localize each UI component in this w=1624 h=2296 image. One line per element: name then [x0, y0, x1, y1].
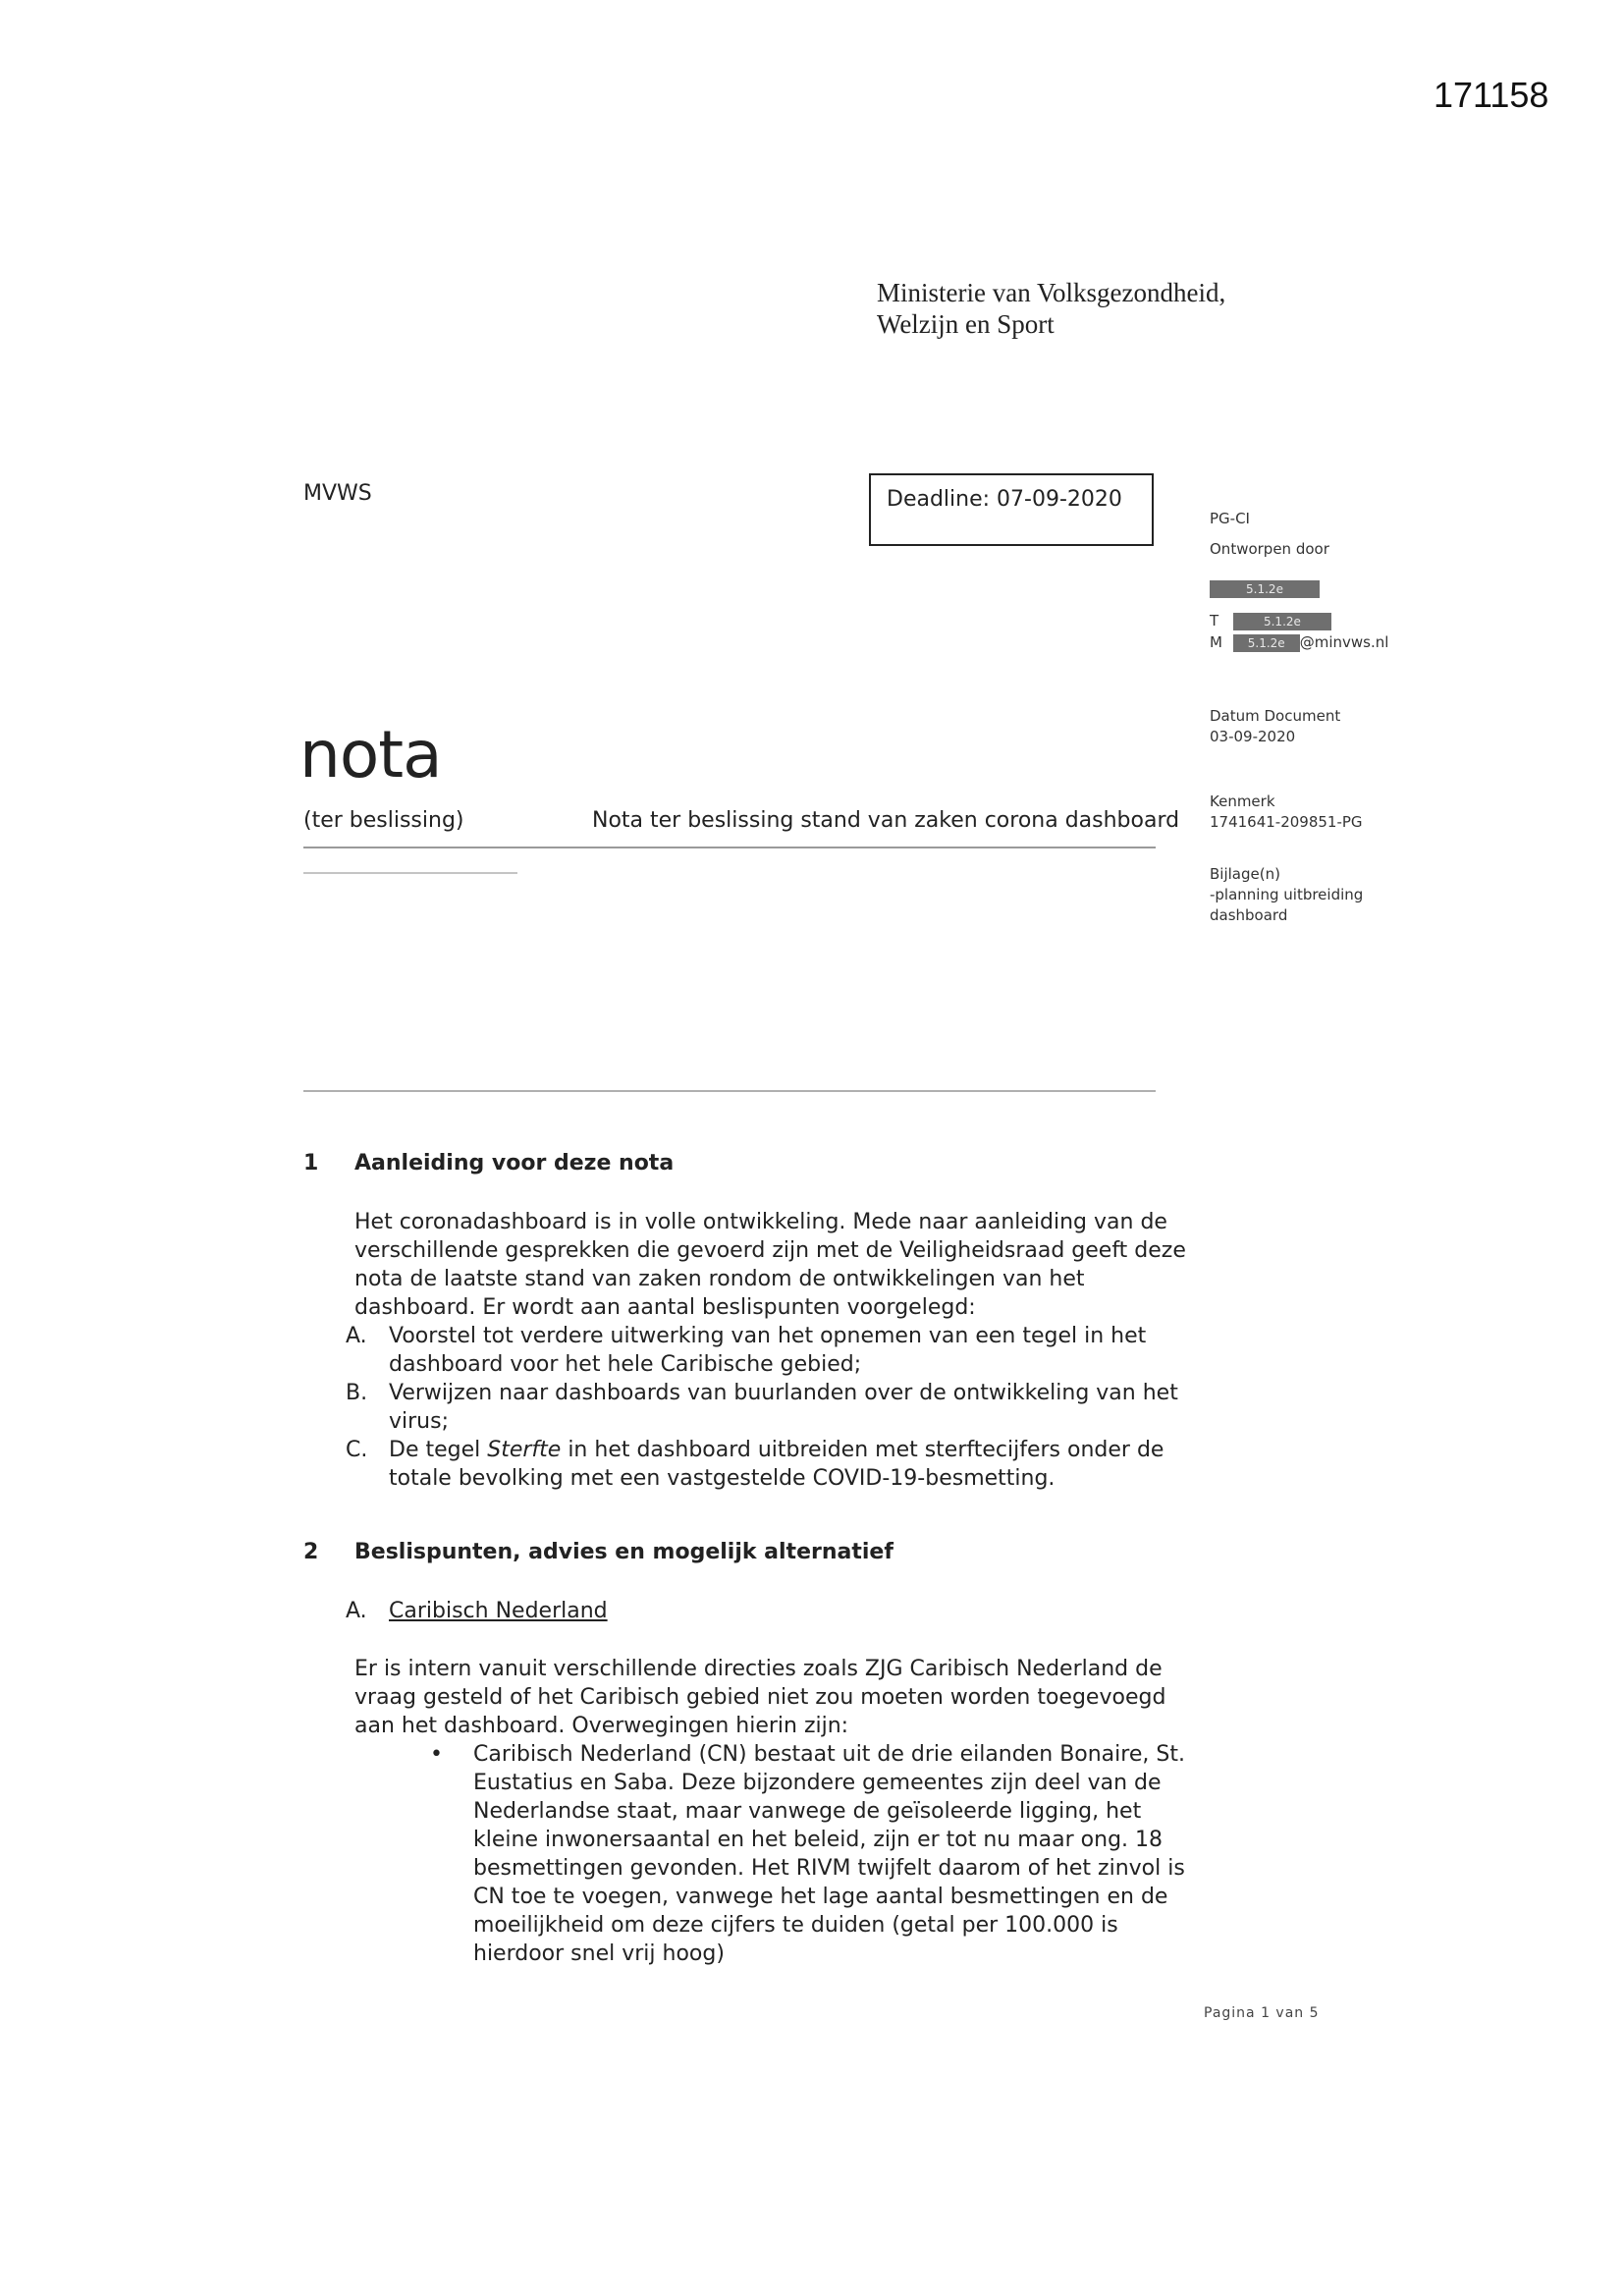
- redaction-block: 5.1.2e: [1210, 580, 1320, 598]
- list-letter: B.: [346, 1381, 368, 1405]
- attachments-line-1: -planning uitbreiding: [1210, 886, 1364, 903]
- list-line: Voorstel tot verdere uitwerking van het opnemen van een tegel in het: [389, 1324, 1147, 1348]
- document-subject: Nota ter beslissing stand van zaken corona dashboard: [592, 808, 1180, 833]
- attachments-label: Bijlage(n): [1210, 865, 1280, 883]
- list-item-b: [346, 1379, 1178, 1436]
- section-1-paragraph: [354, 1208, 1186, 1322]
- bullet-line: kleine inwonersaantal en het beleid, zijn er tot nu maar ong. 18: [473, 1828, 1164, 1852]
- designed-by-label: Ontworpen door: [1210, 540, 1329, 558]
- ministry-line-2: Welzijn en Sport: [877, 309, 1055, 339]
- ministry-header: [877, 277, 1225, 340]
- list-line: totale bevolking met een vastgestelde COVID-19-besmetting.: [389, 1466, 1056, 1491]
- bullet-line: Caribisch Nederland (CN) bestaat uit de drie eilanden Bonaire, St.: [473, 1742, 1185, 1767]
- short-divider: [303, 872, 517, 874]
- list-line: dashboard voor het hele Caribische gebied;: [389, 1352, 862, 1377]
- department: PG-CI: [1210, 510, 1250, 527]
- section-1-title: Aanleiding voor deze nota: [354, 1151, 675, 1175]
- phone-line: [1210, 612, 1331, 630]
- section-2-number: 2: [303, 1540, 319, 1564]
- subject-underline: [303, 847, 1156, 848]
- date-label: Datum Document: [1210, 707, 1341, 725]
- list-item-c: [346, 1436, 1164, 1493]
- addressee: MVWS: [303, 481, 372, 506]
- list-letter: C.: [346, 1438, 368, 1462]
- bullet-line: hierdoor snel vrij hoog): [473, 1941, 725, 1966]
- mobile-prefix: M: [1210, 633, 1222, 651]
- paragraph-line: verschillende gesprekken die gevoerd zijn met de Veiligheidsraad geeft deze: [354, 1238, 1186, 1263]
- deadline-text: Deadline: 07-09-2020: [887, 487, 1122, 512]
- list-line: virus;: [389, 1409, 449, 1434]
- paragraph-line: vraag gesteld of het Caribisch gebied niet zou moeten worden toegevoegd: [354, 1685, 1166, 1710]
- text-run: De tegel: [389, 1438, 488, 1462]
- redaction-block: 5.1.2e: [1233, 613, 1331, 630]
- paragraph-line: nota de laatste stand van zaken rondom de ontwikkelingen van het: [354, 1267, 1085, 1291]
- bullet-line: CN toe te voegen, vanwege het lage aantal besmettingen en de: [473, 1885, 1168, 1909]
- bullet-line: Nederlandse staat, maar vanwege de geïsoleerde ligging, het: [473, 1799, 1142, 1824]
- subsection-a-title: Caribisch Nederland: [389, 1599, 608, 1623]
- list-letter: A.: [346, 1324, 367, 1348]
- bullet-line: Eustatius en Saba. Deze bijzondere gemeentes zijn deel van de: [473, 1771, 1162, 1795]
- bullet-line: moeilijkheid om deze cijfers te duiden (getal per 100.000 is: [473, 1913, 1118, 1938]
- phone-prefix: T: [1210, 612, 1219, 629]
- section-2-paragraph: [354, 1655, 1165, 1740]
- bullet-line: besmettingen gevonden. Het RIVM twijfelt daarom of het zinvol is: [473, 1856, 1185, 1881]
- list-line: [389, 1436, 1164, 1464]
- redaction-block: 5.1.2e: [1233, 634, 1300, 652]
- list-line: Verwijzen naar dashboards van buurlanden over de ontwikkeling van het: [389, 1381, 1178, 1405]
- ministry-line-1: Ministerie van Volksgezondheid,: [877, 278, 1226, 307]
- document-title: nota: [299, 717, 442, 793]
- bullet-marker: •: [430, 1742, 443, 1767]
- document-type: (ter beslissing): [303, 808, 464, 833]
- paragraph-line: Er is intern vanuit verschillende directies zoals ZJG Caribisch Nederland de: [354, 1657, 1163, 1681]
- list-item-a: [346, 1322, 1147, 1379]
- section-divider: [303, 1090, 1156, 1092]
- attachments-line-2: dashboard: [1210, 906, 1288, 924]
- paragraph-line: aan het dashboard. Overwegingen hierin zijn:: [354, 1714, 849, 1738]
- emphasis-sterfte: Sterfte: [487, 1438, 562, 1462]
- mobile-line: [1210, 633, 1388, 652]
- paragraph-line: dashboard. Er wordt aan aantal beslispunten voorgelegd:: [354, 1295, 976, 1320]
- redacted-name: [1210, 579, 1320, 598]
- date-value: 03-09-2020: [1210, 728, 1296, 745]
- page-number: Pagina 1 van 5: [1204, 2005, 1320, 2021]
- reference-value: 1741641-209851-PG: [1210, 813, 1363, 831]
- text-run: in het dashboard uitbreiden met sterftecijfers onder de: [561, 1438, 1164, 1462]
- email-suffix: @minvws.nl: [1299, 633, 1389, 651]
- document-number: 171158: [1434, 75, 1549, 115]
- deadline-box: [869, 473, 1154, 546]
- bullet-item: [473, 1740, 1185, 1968]
- section-1-number: 1: [303, 1151, 319, 1175]
- subsection-a-letter: A.: [346, 1599, 367, 1623]
- section-2-title: Beslispunten, advies en mogelijk alternatief: [354, 1540, 893, 1564]
- reference-label: Kenmerk: [1210, 793, 1275, 810]
- paragraph-line: Het coronadashboard is in volle ontwikkeling. Mede naar aanleiding van de: [354, 1210, 1167, 1234]
